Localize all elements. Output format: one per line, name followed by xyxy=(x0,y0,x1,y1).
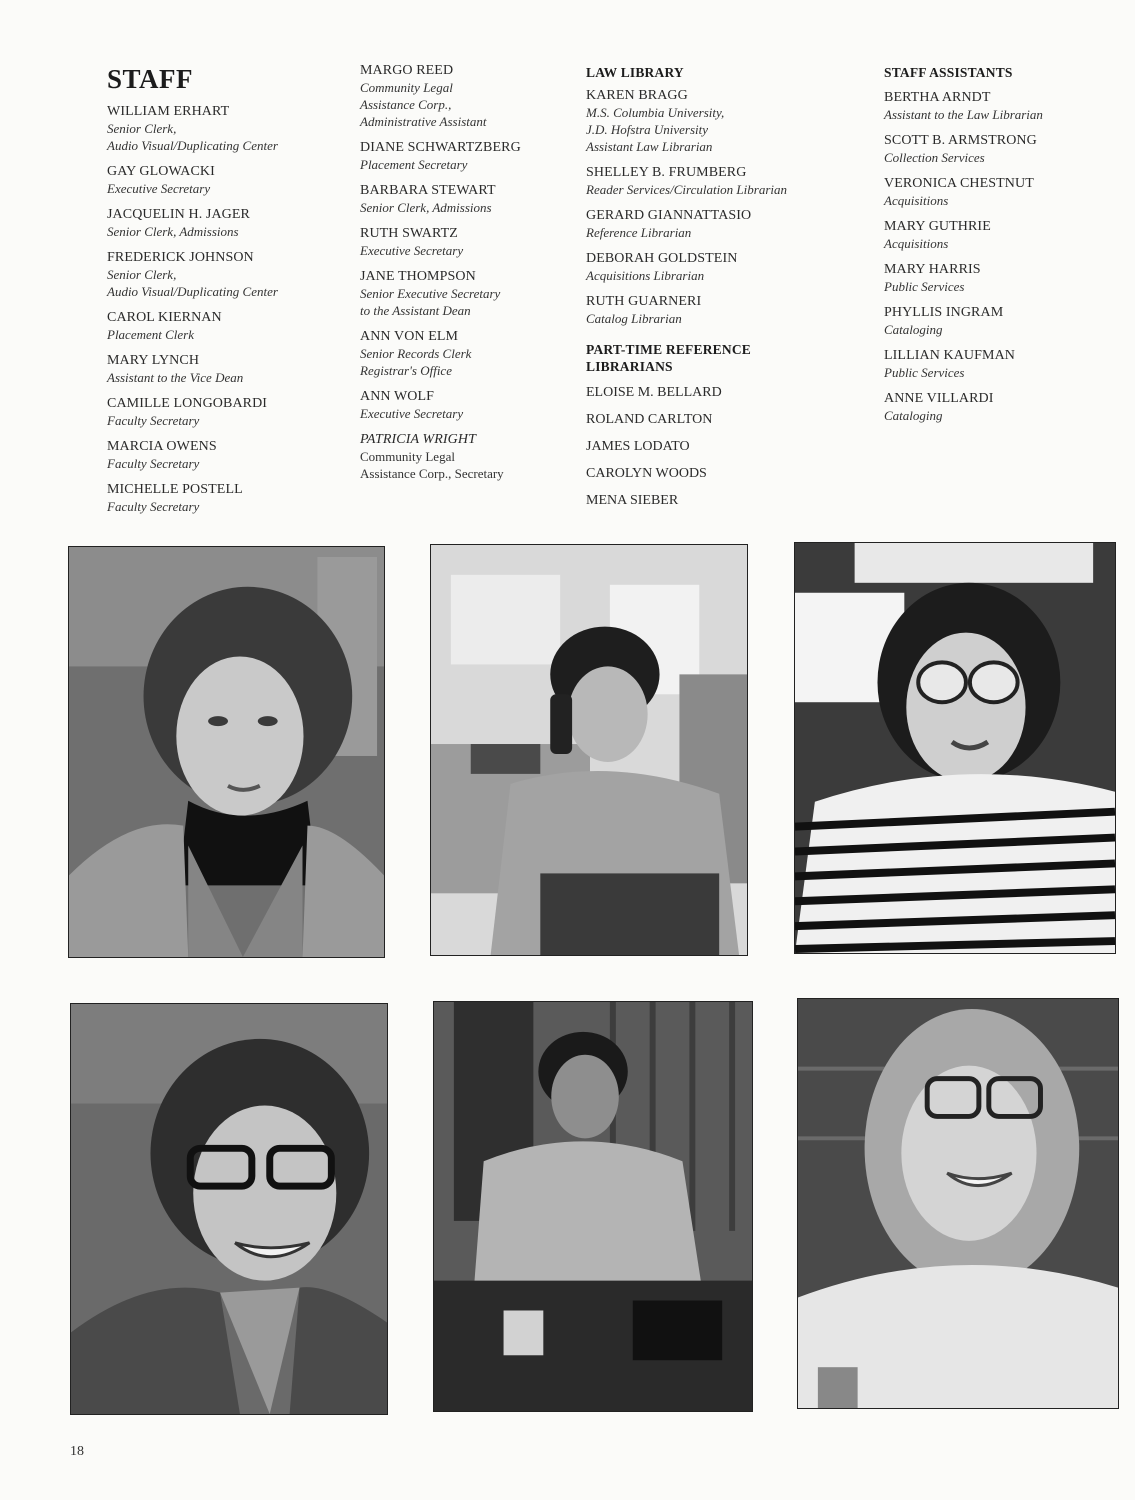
portrait-photo xyxy=(430,544,748,956)
assistant-role: Public Services xyxy=(884,279,965,294)
staff-role: Assistance Corp., Secretary xyxy=(360,466,504,481)
staff-role: Senior Clerk, xyxy=(107,267,177,283)
staff-name: JANE THOMPSON xyxy=(360,269,476,284)
staff-entry xyxy=(360,62,575,130)
library-role: J.D. Hofstra University xyxy=(586,122,709,137)
staff-entry xyxy=(107,352,342,386)
library-entry xyxy=(586,250,856,284)
library-name: DEBORAH GOLDSTEIN xyxy=(586,251,738,266)
assistant-name: PHYLLIS INGRAM xyxy=(884,305,1004,320)
staff-entry xyxy=(360,182,575,216)
assistant-name: BERTHA ARNDT xyxy=(884,90,991,105)
staff-role: Placement Secretary xyxy=(360,157,468,172)
portrait-image xyxy=(795,543,1115,953)
staff-name: ANN WOLF xyxy=(360,389,435,404)
staff-name: MARGO REED xyxy=(360,63,454,78)
assistant-entry xyxy=(884,261,1124,295)
staff-name: FREDERICK JOHNSON xyxy=(107,250,254,266)
library-role: Reader Services/Circulation Librarian xyxy=(586,182,787,197)
library-name: SHELLEY B. FRUMBERG xyxy=(586,165,747,180)
staff-heading: STAFF xyxy=(107,64,194,94)
staff-entry xyxy=(360,268,575,319)
staff-role: Registrar's Office xyxy=(360,363,452,378)
staff-entry xyxy=(107,438,342,472)
staff-entry xyxy=(360,139,575,173)
staff-role: Assistance Corp., xyxy=(360,97,452,112)
staff-entry xyxy=(360,225,575,259)
library-entry xyxy=(586,87,856,155)
staff-entry xyxy=(107,206,342,240)
library-name: RUTH GUARNERI xyxy=(586,294,702,309)
part-time-name: MENA SIEBER xyxy=(586,493,679,508)
staff-role: Faculty Secretary xyxy=(107,456,200,472)
assistant-name: MARY GUTHRIE xyxy=(884,219,991,234)
staff-name: ANN VON ELM xyxy=(360,329,459,344)
assistant-name: SCOTT B. ARMSTRONG xyxy=(884,133,1037,148)
staff-role: Executive Secretary xyxy=(107,181,211,197)
staff-name: BARBARA STEWART xyxy=(360,183,496,198)
assistant-entry xyxy=(884,89,1124,123)
staff-name: MARY LYNCH xyxy=(107,353,200,369)
staff-role: Executive Secretary xyxy=(360,406,464,421)
portrait-image xyxy=(71,1004,387,1414)
page-number: 18 xyxy=(70,1444,84,1459)
portrait-photo xyxy=(433,1001,753,1412)
staff-role: Community Legal xyxy=(360,80,453,95)
staff-entry xyxy=(107,103,342,154)
part-time-name: ROLAND CARLTON xyxy=(586,412,713,427)
staff-role: Faculty Secretary xyxy=(107,413,200,429)
library-name: GERARD GIANNATTASIO xyxy=(586,208,752,223)
library-entry xyxy=(586,164,856,198)
staff-name: PATRICIA WRIGHT xyxy=(360,432,476,447)
assistant-role: Acquisitions xyxy=(884,236,949,251)
assistant-name: LILLIAN KAUFMAN xyxy=(884,348,1015,363)
assistant-entry xyxy=(884,175,1124,209)
portrait-image xyxy=(434,1002,752,1411)
part-time-name: ELOISE M. BELLARD xyxy=(586,385,722,400)
staff-role: to the Assistant Dean xyxy=(360,303,471,318)
staff-role: Senior Clerk, xyxy=(107,121,177,137)
assistant-role: Cataloging xyxy=(884,322,943,337)
law-library-column xyxy=(586,62,856,519)
staff-name: CAMILLE LONGOBARDI xyxy=(107,396,268,412)
staff-entry xyxy=(107,309,342,343)
staff-role: Administrative Assistant xyxy=(360,114,487,129)
library-role: Catalog Librarian xyxy=(586,311,682,326)
portrait-image xyxy=(431,545,747,955)
part-time-heading xyxy=(586,341,856,375)
staff-role: Community Legal xyxy=(360,449,455,464)
portrait-image xyxy=(69,547,384,957)
assistant-name: MARY HARRIS xyxy=(884,262,981,277)
portrait-photo xyxy=(70,1003,388,1415)
staff-name: RUTH SWARTZ xyxy=(360,226,458,241)
assistant-entry xyxy=(884,132,1124,166)
staff-continued-column xyxy=(360,62,575,491)
staff-assistants-heading: STAFF ASSISTANTS xyxy=(884,65,1013,80)
staff-name: WILLIAM ERHART xyxy=(107,104,230,120)
staff-entry xyxy=(360,328,575,379)
assistant-name: VERONICA CHESTNUT xyxy=(884,176,1034,191)
staff-entry xyxy=(360,431,575,482)
staff-column xyxy=(107,62,342,524)
assistant-role: Acquisitions xyxy=(884,193,949,208)
library-role: Acquisitions Librarian xyxy=(586,268,705,283)
staff-role: Faculty Secretary xyxy=(107,499,200,515)
library-name: KAREN BRAGG xyxy=(586,88,688,103)
staff-entry xyxy=(107,481,342,515)
staff-entry xyxy=(107,163,342,197)
assistant-role: Assistant to the Law Librarian xyxy=(884,107,1043,122)
library-entry xyxy=(586,293,856,327)
portrait-image xyxy=(798,999,1118,1408)
library-role: M.S. Columbia University, xyxy=(586,105,725,120)
assistant-role: Public Services xyxy=(884,365,965,380)
assistant-entry xyxy=(884,390,1124,424)
staff-role: Audio Visual/Duplicating Center xyxy=(107,284,278,300)
staff-name: MICHELLE POSTELL xyxy=(107,482,243,498)
staff-role: Assistant to the Vice Dean xyxy=(107,370,244,386)
staff-assistants-column xyxy=(884,62,1124,433)
portrait-photo xyxy=(797,998,1119,1409)
part-time-heading-line: PART-TIME REFERENCE xyxy=(586,342,751,357)
staff-role: Senior Records Clerk xyxy=(360,346,472,361)
staff-entry xyxy=(107,249,342,300)
staff-role: Senior Clerk, Admissions xyxy=(107,224,239,240)
portrait-photo xyxy=(68,546,385,958)
library-role: Reference Librarian xyxy=(586,225,692,240)
staff-entry xyxy=(360,388,575,422)
staff-role: Executive Secretary xyxy=(360,243,464,258)
assistant-entry xyxy=(884,304,1124,338)
part-time-name: JAMES LODATO xyxy=(586,439,690,454)
staff-role: Senior Executive Secretary xyxy=(360,286,501,301)
assistant-entry xyxy=(884,218,1124,252)
staff-entry xyxy=(107,395,342,429)
law-library-heading: LAW LIBRARY xyxy=(586,65,684,80)
staff-name: JACQUELIN H. JAGER xyxy=(107,207,250,223)
staff-role: Senior Clerk, Admissions xyxy=(360,200,492,215)
staff-role: Audio Visual/Duplicating Center xyxy=(107,138,278,154)
part-time-heading-line: LIBRARIANS xyxy=(586,359,673,374)
library-role: Assistant Law Librarian xyxy=(586,139,713,154)
staff-name: MARCIA OWENS xyxy=(107,439,217,455)
staff-role: Placement Clerk xyxy=(107,327,194,343)
staff-name: DIANE SCHWARTZBERG xyxy=(360,140,521,155)
assistant-name: ANNE VILLARDI xyxy=(884,391,994,406)
assistant-entry xyxy=(884,347,1124,381)
staff-name: CAROL KIERNAN xyxy=(107,310,222,326)
part-time-name: CAROLYN WOODS xyxy=(586,466,707,481)
staff-name: GAY GLOWACKI xyxy=(107,164,215,180)
portrait-photo xyxy=(794,542,1116,954)
library-entry xyxy=(586,207,856,241)
assistant-role: Cataloging xyxy=(884,408,943,423)
assistant-role: Collection Services xyxy=(884,150,985,165)
